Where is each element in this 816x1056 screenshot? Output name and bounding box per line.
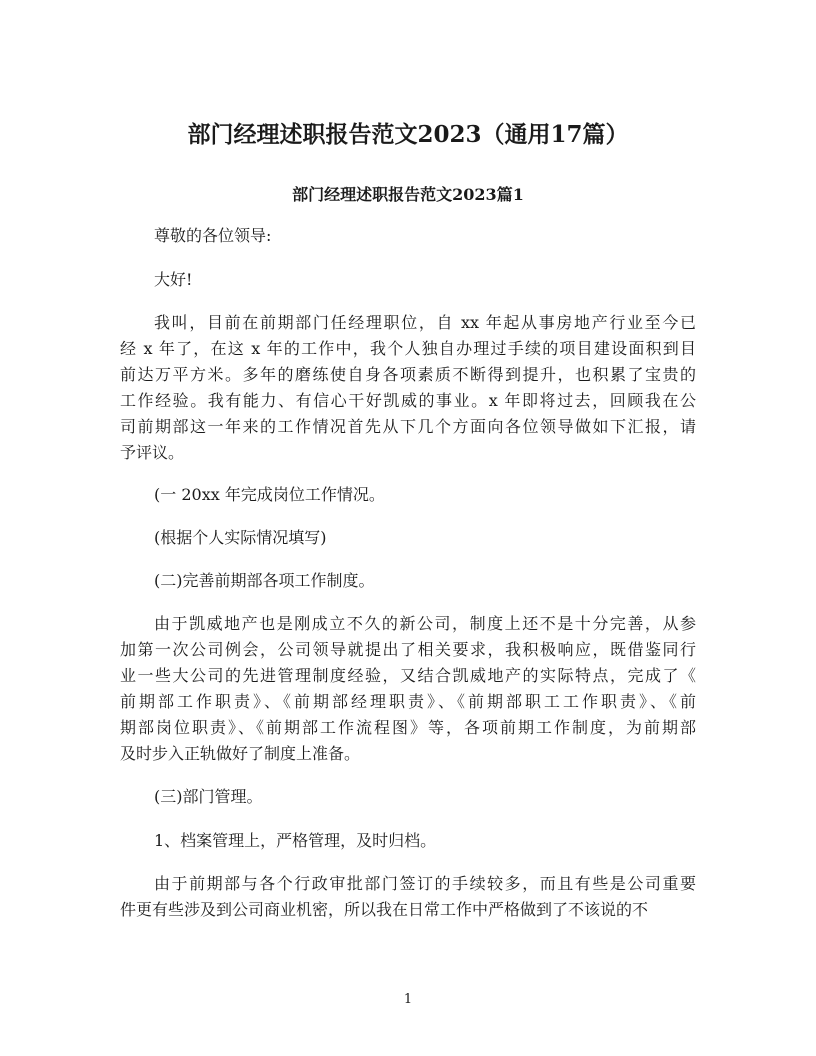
- item-1-paragraph: [120, 871, 696, 923]
- page-number: 1: [403, 992, 413, 1007]
- text-line: 由于凯威地产也是刚成立不久的新公司，制度上还不是十分完善，从参: [154, 614, 696, 633]
- text-line: 司前期部这一年来的工作情况首先从下几个方面向各位领导做如下汇报，请: [120, 417, 696, 436]
- section-1-heading: (一 20xx 年完成岗位工作情况。: [154, 485, 385, 504]
- text-line: 经 x 年了，在这 x 年的工作中，我个人独自办理过手续的项目建设面积到目: [120, 339, 696, 358]
- text-line: 件更有些涉及到公司商业机密，所以我在日常工作中严格做到了不该说的不: [120, 900, 649, 919]
- item-1-heading: 1、档案管理上，严格管理，及时归档。: [154, 831, 437, 850]
- greeting: 尊敬的各位领导:: [154, 226, 272, 245]
- text-line: 由于前期部与各个行政审批部门签订的手续较多，而且有些是公司重要: [154, 874, 696, 893]
- section-heading: 部门经理述职报告范文2023篇1: [292, 185, 524, 204]
- intro-paragraph: [120, 310, 696, 466]
- text-line: 前期部工作职责》、《前期部经理职责》、《前期部职工工作职责》、《前: [120, 692, 696, 711]
- text-line: 我叫，目前在前期部门任经理职位，自 xx 年起从事房地产行业至今已: [154, 313, 696, 332]
- text-line: 予评议。: [120, 443, 185, 462]
- text-line: 工作经验。我有能力、有信心干好凯威的事业。x 年即将过去，回顾我在公: [120, 391, 696, 410]
- text-line: 期部岗位职责》、《前期部工作流程图》等，各项前期工作制度，为前期部: [120, 718, 696, 737]
- text-line: 及时步入正轨做好了制度上准备。: [120, 744, 361, 763]
- hello: 大好!: [154, 270, 193, 289]
- note: (根据个人实际情况填写): [154, 528, 327, 547]
- document-title: 部门经理述职报告范文2023（通用17篇）: [187, 121, 629, 148]
- section-3-heading: (三)部门管理。: [154, 787, 263, 806]
- text-line: 业一些大公司的先进管理制度经验，又结合凯威地产的实际特点，完成了《: [120, 666, 696, 685]
- section-2-paragraph: [120, 611, 696, 767]
- text-line: 前达万平方米。多年的磨练使自身各项素质不断得到提升，也积累了宝贵的: [120, 365, 696, 384]
- section-2-heading: (二)完善前期部各项工作制度。: [154, 571, 375, 590]
- text-line: 加第一次公司例会，公司领导就提出了相关要求，我积极响应，既借鉴同行: [120, 640, 696, 659]
